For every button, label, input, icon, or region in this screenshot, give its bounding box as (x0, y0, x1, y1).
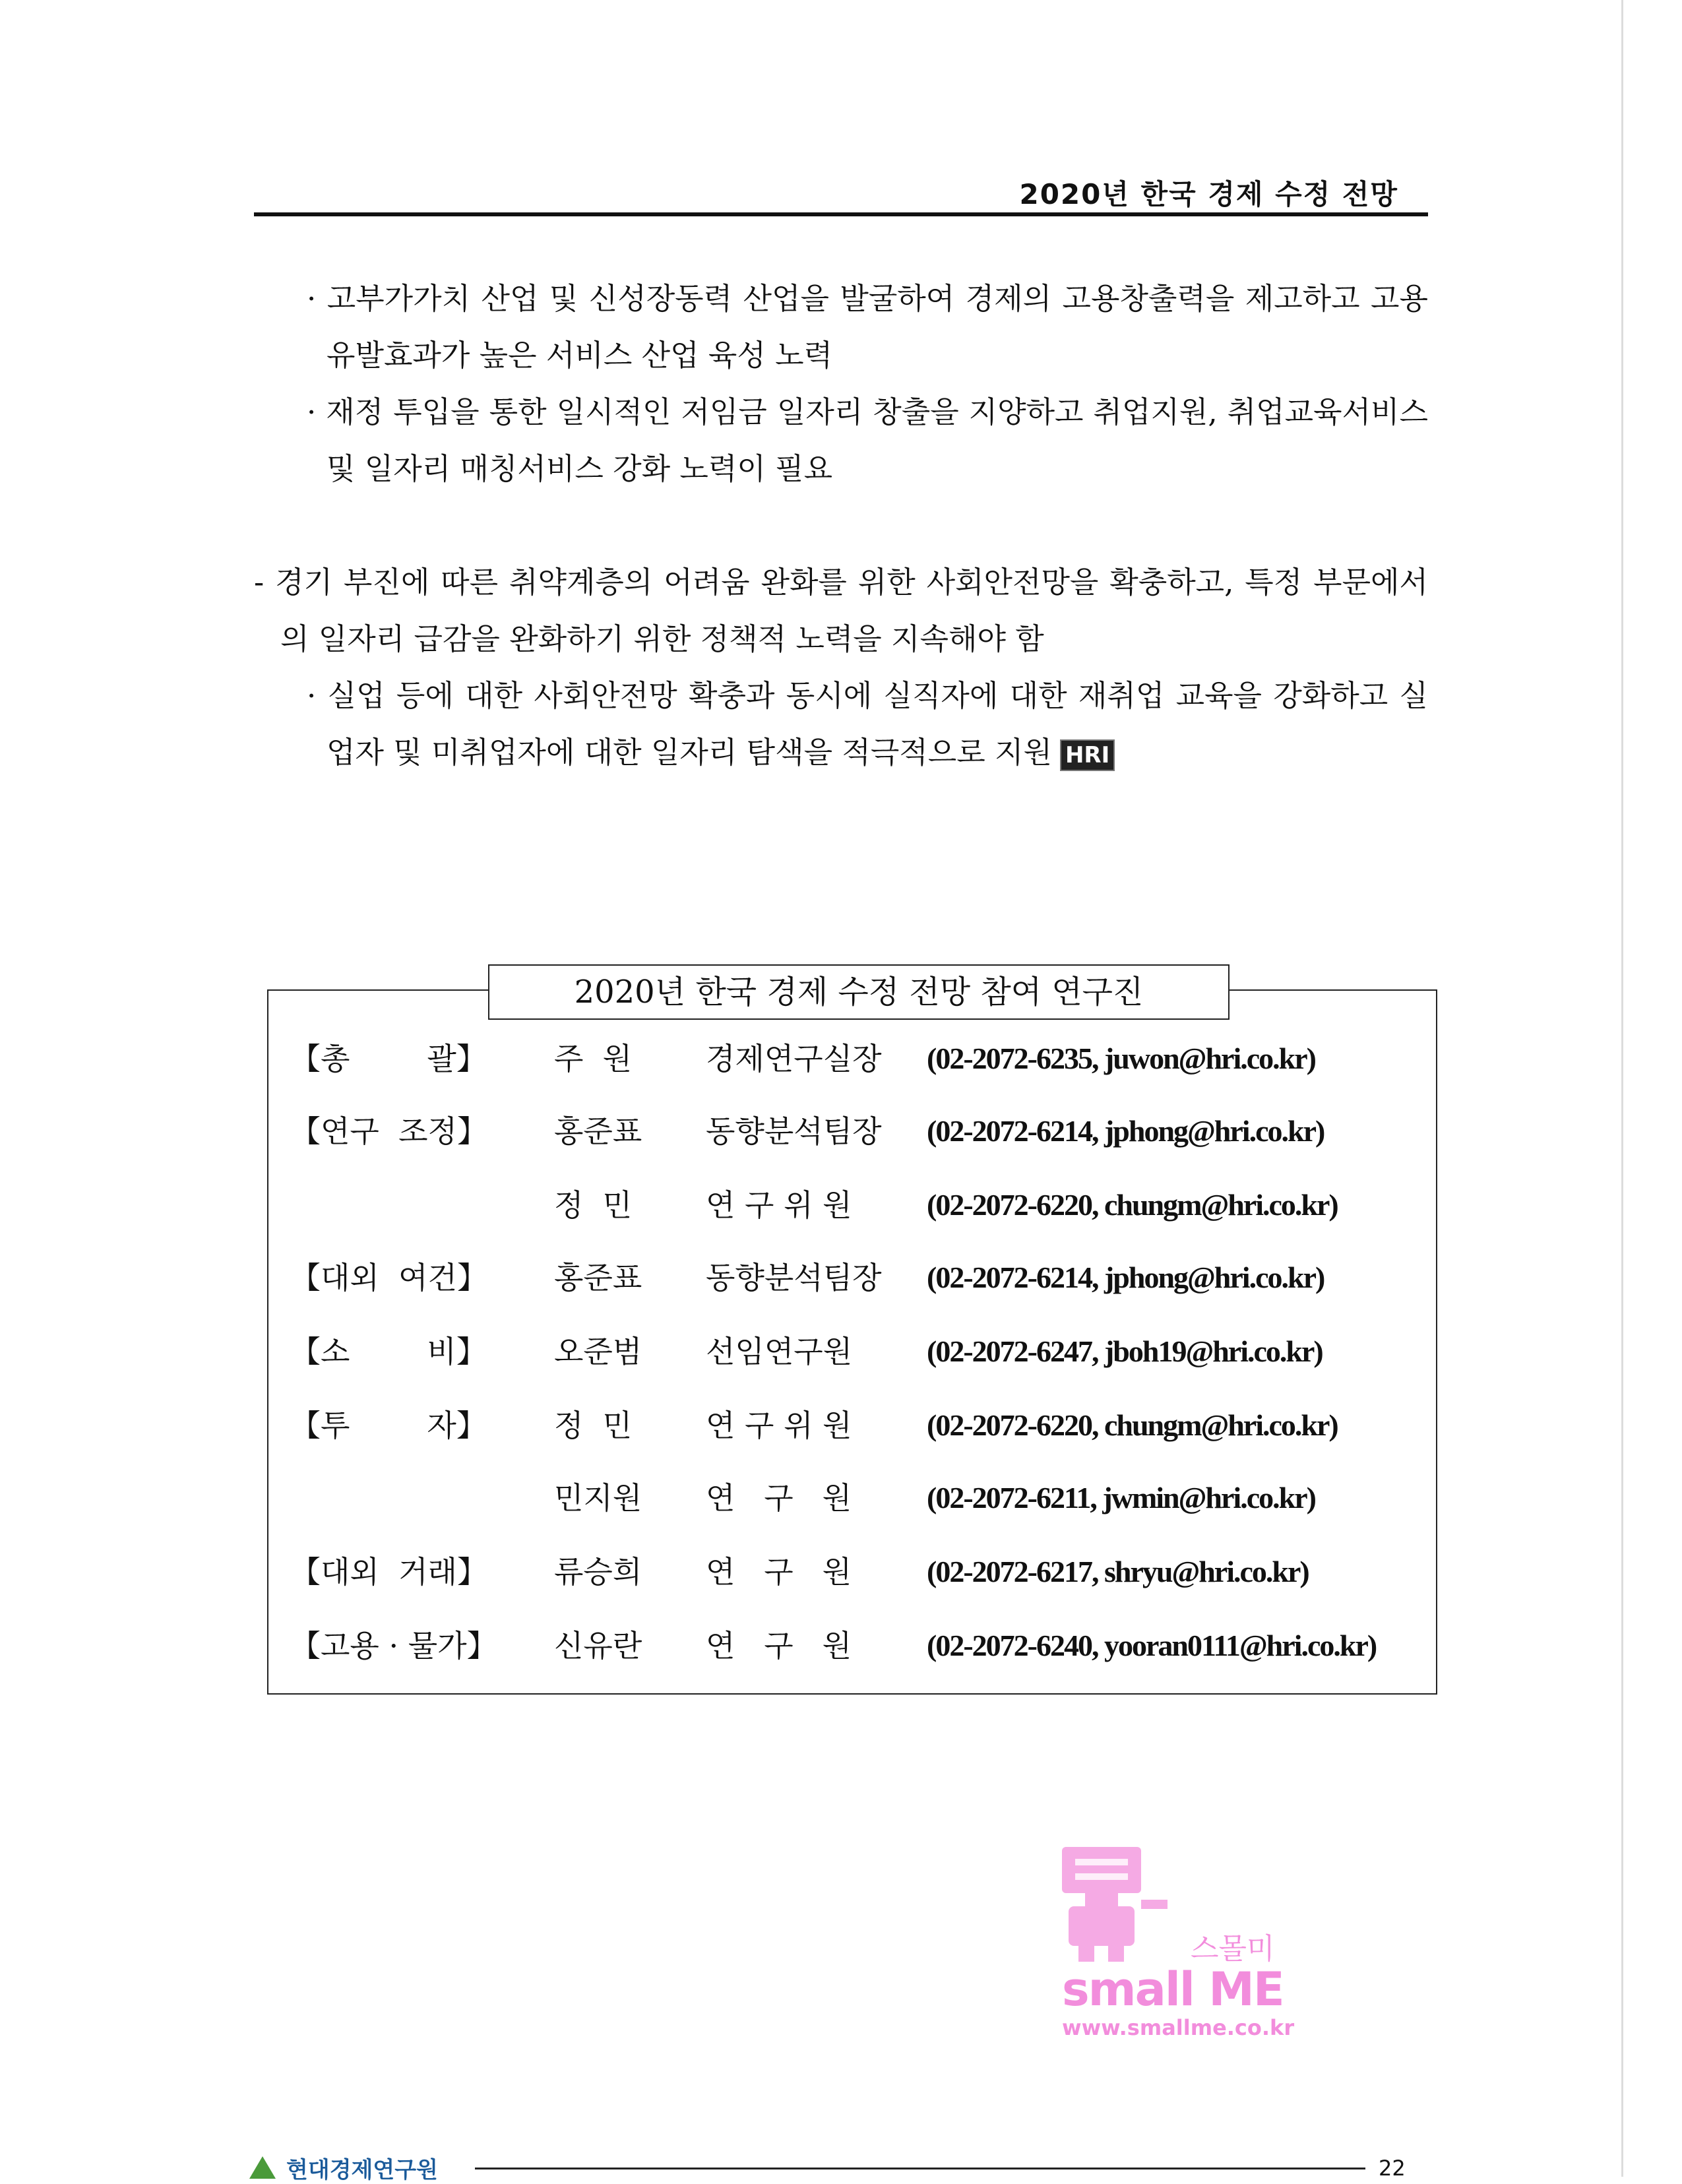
staff-category: 【고용 · 물가】 (290, 1628, 497, 1664)
staff-contact: (02-2072-6247, jboh19@hri.co.kr) (927, 1334, 1323, 1368)
staff-position: 동향분석팀장 (706, 1260, 882, 1295)
bullet-paragraph: · 고부가가치 산업 및 신성장동력 산업을 발굴하여 경제의 고용창출력을 제고하고 고용유발효과가 높은 서비스 산업 육성 노력 (307, 281, 1428, 373)
staff-contact: (02-2072-6217, shryu@hri.co.kr) (927, 1555, 1309, 1588)
staff-contact: (02-2072-6211, jwmin@hri.co.kr) (927, 1481, 1315, 1514)
smallme-stamp (1055, 1847, 1293, 2045)
staff-name: 오준범 (554, 1334, 642, 1369)
staff-category: 【총 괄】 (290, 1041, 487, 1076)
staff-position: 동향분석팀장 (706, 1113, 882, 1149)
triangle-logo-icon (249, 2156, 276, 2179)
staff-position: 연 구 위 원 (706, 1187, 852, 1223)
staff-position: 선임연구원 (706, 1334, 853, 1369)
staff-row (290, 1175, 1438, 1235)
staff-name: 홍준표 (554, 1113, 642, 1149)
staff-category: 【대외 여건】 (290, 1260, 487, 1295)
staff-row (290, 1542, 1438, 1602)
staff-row (290, 1616, 1438, 1675)
stamp-url-text: www.smallme.co.kr (1062, 2015, 1295, 2040)
research-staff-title: 2020년 한국 경제 수정 전망 참여 연구진 (488, 964, 1230, 1020)
dash-paragraph: - 경기 부진에 따른 취약계층의 어려움 완화를 위한 사회안전망을 확충하고, 특정 부문에서의 일자리 급감을 완화하기 위한 정책적 노력을 지속해야 함 (254, 565, 1428, 656)
staff-name: 정 민 (554, 1187, 633, 1223)
staff-category: 【소 비】 (290, 1334, 487, 1369)
staff-category: 【투 자】 (290, 1408, 487, 1443)
staff-name: 홍준표 (554, 1260, 642, 1295)
bullet-text: · 실업 등에 대한 사회안전망 확충과 동시에 실직자에 대한 재취업 교육을 강화하고 실업자 및 미취업자에 대한 일자리 탐색을 적극적으로 지원 (307, 678, 1428, 770)
bullet-paragraph: · 재정 투입을 통한 일시적인 저임금 일자리 창출을 지양하고 취업지원, 취업교육서비스 및 일자리 매칭서비스 강화 노력이 필요 (307, 394, 1428, 486)
staff-name: 신유란 (554, 1628, 642, 1664)
staff-contact: (02-2072-6214, jphong@hri.co.kr) (927, 1114, 1324, 1148)
staff-category: 【연구 조정】 (290, 1113, 487, 1149)
staff-name: 류승희 (554, 1554, 642, 1590)
staff-contact: (02-2072-6235, juwon@hri.co.kr) (927, 1042, 1315, 1075)
staff-name: 주 원 (554, 1041, 633, 1076)
hri-logo: HRI (1060, 739, 1115, 771)
stamp-korean-text: 스몰미 (1191, 1932, 1275, 1966)
running-header-title: 2020년 한국 경제 수정 전망 (1019, 178, 1398, 210)
staff-position: 연 구 위 원 (706, 1408, 852, 1443)
page-edge-line (1621, 0, 1623, 2177)
staff-row (290, 1396, 1438, 1455)
staff-contact: (02-2072-6220, chungm@hri.co.kr) (927, 1188, 1338, 1222)
staff-category: 【대외 거래】 (290, 1554, 487, 1590)
body-text (254, 270, 1428, 781)
staff-row (290, 1468, 1438, 1528)
staff-position: 연 구 원 (706, 1480, 852, 1516)
staff-row (290, 1029, 1438, 1088)
footer-rule (475, 2168, 1365, 2169)
staff-position: 연 구 원 (706, 1628, 852, 1664)
staff-name: 정 민 (554, 1408, 633, 1443)
staff-position: 경제연구실장 (706, 1041, 882, 1076)
staff-row (290, 1248, 1438, 1307)
stamp-english-text: small ME (1062, 1962, 1284, 2016)
bullet-paragraph (254, 668, 1428, 781)
staff-position: 연 구 원 (706, 1554, 852, 1590)
page-number: 22 (1379, 2156, 1406, 2181)
footer-organization-name: 현대경제연구원 (286, 2157, 438, 2183)
staff-contact: (02-2072-6220, chungm@hri.co.kr) (927, 1408, 1338, 1442)
staff-name: 민지원 (554, 1480, 642, 1516)
staff-contact: (02-2072-6214, jphong@hri.co.kr) (927, 1261, 1324, 1294)
staff-contact: (02-2072-6240, yooran0111@hri.co.kr) (927, 1629, 1377, 1662)
staff-row (290, 1322, 1438, 1381)
staff-row (290, 1102, 1438, 1161)
header-rule (254, 212, 1428, 216)
footer-organization (249, 2152, 438, 2184)
